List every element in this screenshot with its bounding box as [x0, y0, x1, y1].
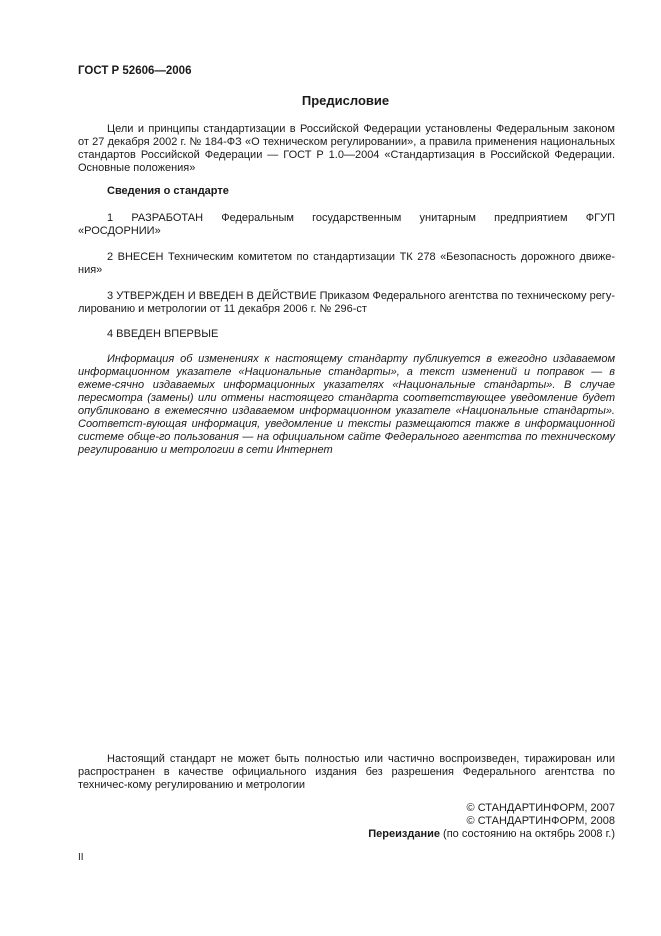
reissue-line — [368, 828, 615, 841]
item-1-line1: 1 РАЗРАБОТАН Федеральным государственным унитарным предприятием ФГУП — [107, 212, 615, 224]
info-note: Информация об изменениях к настоящему стандарту публикуется в ежегодно издаваемом информационном указателе «Национальные стандарты», а текст изменений и поправок — в ежеме-сячно издаваемых информационных указателях «Национальные стандарты». В случае пересмотра (замены) или отмены настоящего стандарта соответствующее уведомление будет опубликовано в ежемесячно издаваемом информационном указателе «Национальные стандарты». Соответст-вующая информация, уведомление и тексты размещаются также в информационной системе обще-го пользования — на официальном сайте Федерального агентства по техническому регулированию и метрологии в сети Интернет — [78, 353, 615, 456]
page-number: II — [78, 852, 84, 863]
item-3: 3 УТВЕРЖДЕН И ВВЕДЕН В ДЕЙСТВИЕ Приказом Федерального агентства по техническому регу-лированию и метрологии от 11 декабря 2006 г. № 296-ст — [78, 290, 615, 315]
copyright-2008: © СТАНДАРТИНФОРМ, 2008 — [466, 815, 615, 827]
page-title: Предисловие — [301, 93, 390, 108]
intro-paragraph: Цели и принципы стандартизации в Российской Федерации установлены Федеральным законом от 27 декабря 2002 г. № 184-ФЗ «О техническом регулировании», а правила применения национальных стандартов Российской Федерации — ГОСТ Р 1.0—2004 «Стандартизация в Российской Федерации. Основные положения» — [78, 123, 615, 174]
copyright-notice: Настоящий стандарт не может быть полностью или частично воспроизведен, тиражирован или распространен в качестве официального издания без разрешения Федерального агентства по техничес-кому регулированию и метрологии — [78, 753, 615, 791]
copyright-2007: © СТАНДАРТИНФОРМ, 2007 — [466, 802, 615, 814]
section-heading: Сведения о стандарте — [107, 185, 229, 197]
reissue-text: (по состоянию на октябрь 2008 г.) — [443, 828, 615, 840]
item-4: 4 ВВЕДЕН ВПЕРВЫЕ — [107, 328, 219, 340]
item-2: 2 ВНЕСЕН Техническим комитетом по стандартизации ТК 278 «Безопасность дорожного движе-ния» — [78, 251, 615, 276]
reissue-label: Переиздание — [368, 828, 440, 840]
document-header: ГОСТ Р 52606—2006 — [78, 65, 192, 77]
item-1-line2: «РОСДОРНИИ» — [78, 225, 161, 237]
